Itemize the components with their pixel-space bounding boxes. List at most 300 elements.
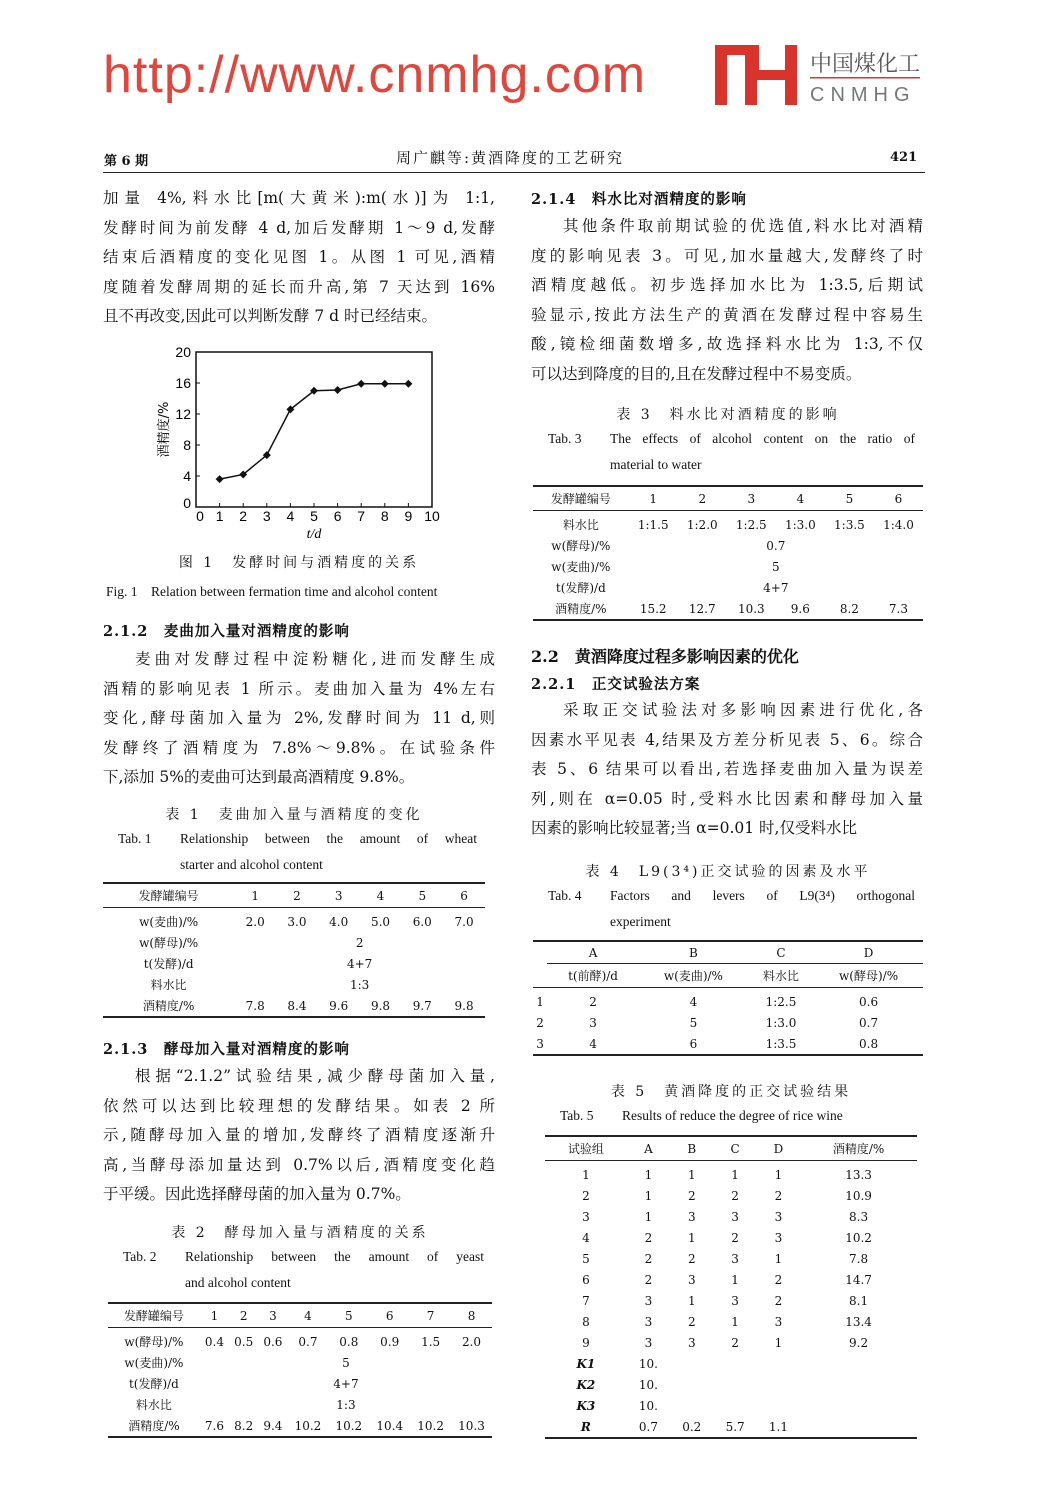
table-1-cell: 9.8 [454, 998, 474, 1013]
table-1-cell: 4.0 [329, 914, 349, 929]
table-5-cell [800, 1395, 917, 1416]
table-5-cell: 1 [731, 1272, 739, 1287]
table-5-cell: 3 [731, 1293, 739, 1308]
table-5-row [545, 1227, 917, 1248]
table-2-row [108, 1328, 492, 1353]
table-5-cell: 8.3 [849, 1209, 869, 1224]
table-5-cell: 3 [644, 1314, 653, 1329]
text-line: 加量 4%,料水比[m(大黄米):m(水)]为 1:1, [103, 189, 495, 207]
table-1-header-cell: 3 [318, 883, 360, 908]
table-1-cell: 9.6 [329, 998, 349, 1013]
data-point [381, 380, 389, 388]
table-5-cell: 1 [687, 1167, 696, 1182]
paragraph-2-2-1 [531, 696, 923, 844]
data-point [334, 386, 342, 394]
logo-text-cn: 中国煤化工 [810, 52, 921, 77]
table-1-cell: w(酵母)/% [139, 936, 199, 950]
table-4-cell: 1:3.0 [765, 1015, 797, 1030]
table-1-cell: 8.4 [287, 998, 307, 1013]
table-5-cell: 0.2 [682, 1419, 702, 1434]
table-1-cell: 9.7 [412, 998, 432, 1013]
table-5 [545, 1135, 917, 1439]
table-5-cell [670, 1374, 713, 1395]
table-1 [103, 882, 485, 1018]
x-tick-label: 10 [424, 508, 440, 524]
table-5-cell: 9.2 [849, 1335, 869, 1350]
y-tick-label: 12 [175, 406, 191, 422]
table-1-header-cell: 5 [401, 883, 443, 908]
table-4-cell: 1 [536, 994, 544, 1009]
table-1-label-en: Tab. 1 [118, 831, 152, 846]
table-5-cell: 1 [774, 1251, 783, 1266]
table-4-header-cell: w(麦曲)/% [639, 964, 748, 988]
table-1-cell: t(发酵)/d [143, 957, 194, 971]
x-tick-label: 4 [286, 508, 295, 524]
table-3-cell: 5 [772, 559, 780, 574]
table-3-cell: 1:1.5 [637, 517, 669, 532]
table-2-header-cell: 5 [328, 1303, 369, 1328]
table-2 [108, 1302, 492, 1438]
table-5-cell [800, 1374, 917, 1395]
table-5-cell: 2 [731, 1335, 739, 1350]
table-2-cell: 酒精度/% [128, 1419, 180, 1433]
table-5-cell: 3 [731, 1251, 739, 1266]
table-3-cell: 15.2 [639, 601, 667, 616]
table-5-row [545, 1395, 917, 1416]
data-point [404, 380, 412, 388]
table-4-group-cell: D [814, 941, 923, 964]
table-5-cell [713, 1374, 756, 1395]
table-5-row [545, 1206, 917, 1227]
table-2-cell: 9.4 [263, 1418, 283, 1433]
table-5-row [545, 1269, 917, 1290]
section-2-1-2-heading: 2.1.2 麦曲加入量对酒精度的影响 [103, 623, 350, 640]
table-3-label-en: Tab. 3 [548, 431, 582, 446]
table-4-cell: 0.8 [859, 1036, 879, 1051]
y-tick-label: 20 [175, 344, 191, 360]
text-line: 示,随酵母加入量的增加,发酵终了酒精度逐渐升 [103, 1126, 495, 1145]
text-line: 验显示,按此方法生产的黄酒在发酵过程中容易生 [531, 305, 923, 324]
section-2-1-4-heading: 2.1.4 料水比对酒精度的影响 [531, 191, 747, 208]
table-3-cell: t(发酵)/d [555, 581, 606, 595]
table-3-header-cell: 5 [825, 486, 874, 511]
table-5-label-en: Tab. 5 [560, 1108, 594, 1123]
text-line: 变化,酵母菌加入量为 2%,发酵时间为 11 d,则 [103, 709, 495, 728]
table-5-cell: 3 [644, 1335, 653, 1350]
table-3-cell: w(酵母)/% [551, 539, 611, 553]
table-2-cell: 10.2 [294, 1418, 322, 1433]
table-2-cell: 10.3 [458, 1418, 485, 1433]
table-2-header-cell: 发酵罐编号 [108, 1303, 200, 1328]
text-line: 依然可以达到比较理想的发酵结果。如表 2 所 [103, 1096, 495, 1115]
table-4-header-cell: 料水比 [748, 964, 814, 988]
figure-caption-en: Fig. 1 Relation between fermation time and alcohol content [106, 584, 438, 599]
table-2-cell: t(发酵)/d [128, 1377, 179, 1391]
table-3-header-cell: 3 [727, 486, 776, 511]
table-5-cell: 3 [774, 1230, 783, 1245]
table-3-header-row [533, 486, 923, 511]
table-1-row [103, 932, 485, 953]
table-2-cell: 料水比 [135, 1398, 172, 1412]
table-5-cell: 8.1 [849, 1293, 869, 1308]
table-5-cell [800, 1416, 917, 1438]
table-4-cell: 2 [589, 994, 597, 1009]
table-3-cell: 0.7 [766, 538, 786, 553]
table-3-cell: 12.7 [688, 601, 716, 616]
table-2-cell: 7.6 [204, 1418, 224, 1433]
text-line: 下,添加 5%的麦曲可达到最高酒精度 9.8%。 [103, 768, 415, 787]
table-5-cell [757, 1395, 800, 1416]
table-2-cell: 1.5 [421, 1334, 441, 1349]
table-2-cell: 8.2 [234, 1418, 254, 1433]
watermark-url: http://www.cnmhg.com [103, 46, 647, 104]
table-2-header-cell: 3 [258, 1303, 287, 1328]
x-axis-label: t/d [306, 527, 322, 542]
table-5-cell: 1 [644, 1188, 653, 1203]
paragraph-2-1-2 [103, 645, 495, 793]
table-3-cell: 1:2.5 [735, 517, 767, 532]
table-5-cell: 1 [582, 1167, 590, 1182]
table-2-cell: 10.2 [335, 1418, 363, 1433]
cnmhg-logo [715, 45, 930, 109]
table-3 [533, 485, 923, 621]
table-5-cell: 3 [687, 1272, 696, 1287]
table-5-cell: 3 [774, 1314, 783, 1329]
table-3-header-cell: 1 [629, 486, 678, 511]
table-5-cell: 5.7 [725, 1419, 745, 1434]
x-tick-label: 2 [239, 508, 248, 524]
x-tick-label: 9 [404, 508, 413, 524]
paragraph-2-1-4 [531, 212, 923, 390]
table-1-cell: 9.8 [370, 998, 391, 1013]
text-line: 酒精度越低。初步选择加水比为 1:3.5,后期试 [531, 276, 923, 295]
table-1-cell: 料水比 [150, 978, 187, 992]
table-2-cell: 0.8 [339, 1334, 359, 1349]
table-4-cell: 5 [689, 1015, 698, 1030]
table-3-cell: w(麦曲)/% [551, 560, 611, 574]
table-3-title-cn: 表 3 料水比对酒精度的影响 [616, 407, 840, 423]
table-5-cell [713, 1395, 756, 1416]
table-3-cell: 1:2.0 [686, 517, 718, 532]
table-5-header-cell: 试验组 [545, 1136, 627, 1161]
table-2-label-en: Tab. 2 [123, 1249, 157, 1264]
table-1-row [103, 974, 485, 995]
table-5-cell: 10. [638, 1398, 658, 1413]
table-3-header-cell: 发酵罐编号 [533, 486, 629, 511]
section-2-2-1-heading: 2.2.1 正交试验法方案 [531, 676, 701, 693]
table-5-row [545, 1161, 917, 1186]
table-3-cell: 10.3 [737, 601, 765, 616]
table-5-row [545, 1311, 917, 1332]
table-1-header-cell: 4 [360, 883, 402, 908]
table-3-row [533, 535, 923, 556]
text-line: 表 5、6 结果可以看出,若选择麦曲加入量为误差 [531, 760, 923, 779]
table-2-header-cell: 4 [288, 1303, 329, 1328]
table-3-cell: 酒精度/% [555, 602, 607, 616]
table-5-cell: 10. [638, 1377, 658, 1392]
table-2-cell: w(麦曲)/% [124, 1356, 184, 1370]
table-5-header-cell: B [670, 1136, 713, 1161]
table-2-row [108, 1352, 492, 1373]
table-5-cell: 14.7 [845, 1272, 872, 1287]
table-5-cell: 13.4 [845, 1314, 872, 1329]
table-5-cell: 1.1 [768, 1419, 789, 1434]
table-1-title-cn: 表 1 麦曲加入量与酒精度的变化 [165, 807, 423, 823]
page-number: 421 [890, 150, 918, 165]
x-tick-label: 7 [357, 508, 366, 524]
table-3-row [533, 556, 923, 577]
section-2-2-heading: 2.2 黄酒降度过程多影响因素的优化 [531, 647, 799, 666]
table-5-cell: 2 [731, 1230, 739, 1245]
table-5-row [545, 1290, 917, 1311]
table-5-cell: 1 [731, 1167, 739, 1182]
data-point [357, 380, 365, 388]
table-4-cell: 3 [536, 1036, 544, 1051]
table-4-cell: 3 [589, 1015, 597, 1030]
table-5-cell [800, 1353, 917, 1374]
issue-number: 第 6 期 [104, 154, 149, 169]
table-2-cell: 10.4 [376, 1418, 404, 1433]
paragraph-2-1-3 [103, 1062, 495, 1210]
table-5-title-en: Results of reduce the degree of rice wine [622, 1108, 843, 1123]
figure-1-chart [150, 335, 460, 545]
table-1-cell: 7.8 [245, 998, 265, 1013]
table-4-cell: 4 [689, 994, 698, 1009]
table-1-header-row [103, 883, 485, 908]
table-4-title-en: Factors and levers of L9(3⁴) orthogonal [610, 888, 915, 903]
table-3-cell: 4+7 [763, 580, 789, 595]
table-2-header-cell: 2 [229, 1303, 258, 1328]
data-point [216, 475, 224, 483]
table-2-header-cell: 7 [410, 1303, 451, 1328]
logo-text-en: CNMHG [810, 84, 916, 106]
table-5-row [545, 1248, 917, 1269]
table-5-cell: 4 [582, 1230, 590, 1245]
table-4-header-cell [533, 964, 547, 988]
figure-caption-cn: 图 1 发酵时间与酒精度的关系 [178, 555, 420, 571]
table-3-row [533, 598, 923, 620]
table-3-cell: 1:4.0 [883, 517, 914, 532]
running-title: 周广麒等:黄酒降度的工艺研究 [396, 149, 625, 167]
table-5-cell: 2 [731, 1188, 739, 1203]
table-4-cell: 0.7 [859, 1015, 879, 1030]
table-4-header-row [533, 964, 923, 988]
text-line: 酸,镜检细菌数增多,故选择料水比为 1:3,不仅 [531, 335, 923, 354]
table-1-cell: 酒精度/% [142, 999, 195, 1013]
table-5-header-cell: D [757, 1136, 800, 1161]
table-4-cell: 2 [536, 1015, 544, 1030]
table-1-header-cell: 发酵罐编号 [103, 883, 234, 908]
table-5-row [545, 1374, 917, 1395]
table-5-cell: R [580, 1419, 591, 1434]
table-4-row [533, 1033, 923, 1055]
table-2-cell: 0.5 [234, 1334, 254, 1349]
table-5-header-cell: A [627, 1136, 670, 1161]
section-2-1-3-heading: 2.1.3 酵母加入量对酒精度的影响 [103, 1041, 350, 1058]
text-line: 可以达到降度的目的,且在发酵过程中不易变质。 [531, 364, 862, 383]
table-4-header-cell: w(酵母)/% [814, 964, 923, 988]
x-tick-label: 3 [262, 508, 271, 524]
table-2-row [108, 1415, 492, 1437]
text-line: 列,则在 α=0.05 时,受料水比因素和酵母加入量 [531, 789, 923, 808]
table-5-cell: 2 [774, 1293, 783, 1308]
series-line [220, 384, 409, 479]
table-2-header-row [108, 1303, 492, 1328]
table-2-title-cn: 表 2 酵母加入量与酒精度的关系 [171, 1225, 429, 1241]
table-2-cell: 1:3 [336, 1397, 356, 1412]
table-4-group-cell: C [748, 941, 814, 964]
x-tick-label: 8 [380, 508, 389, 524]
table-2-header-cell: 1 [200, 1303, 229, 1328]
table-3-cell: 1:3.0 [784, 517, 816, 532]
text-line: 于平缓。因此选择酵母菌的加入量为 0.7%。 [103, 1185, 411, 1204]
table-2-cell: 0.7 [298, 1334, 318, 1349]
table-5-cell: 1 [687, 1230, 696, 1245]
table-5-cell: K3 [576, 1398, 596, 1413]
table-5-title-cn: 表 5 黄酒降度的正交试验结果 [610, 1084, 852, 1100]
table-5-cell: 10.9 [845, 1188, 872, 1203]
table-5-cell [757, 1374, 800, 1395]
table-4-group-cell: A [547, 941, 639, 964]
table-5-cell: 3 [644, 1293, 653, 1308]
text-line: 且不再改变,因此可以判断发酵 7 d 时已经结束。 [103, 307, 437, 326]
table-5-cell [670, 1353, 713, 1374]
table-5-cell: 2 [644, 1251, 653, 1266]
table-5-cell: 2 [644, 1230, 653, 1245]
table-5-cell: 1 [774, 1167, 783, 1182]
table-4-group-cell: B [639, 941, 748, 964]
text-line: 采取正交试验法对多影响因素进行优化,各 [563, 701, 923, 719]
table-2-header-cell: 8 [451, 1303, 492, 1328]
table-5-cell: 2 [774, 1272, 783, 1287]
table-4-cell: 4 [589, 1036, 597, 1051]
table-4-title-cn: 表 4 L9(3⁴)正交试验的因素及水平 [585, 864, 871, 880]
y-tick-label: 16 [175, 375, 191, 391]
table-5-cell: 2 [687, 1314, 696, 1329]
table-3-header-cell: 6 [874, 486, 923, 511]
table-5-cell [713, 1353, 756, 1374]
table-5-cell: 3 [731, 1209, 739, 1224]
table-5-cell: 3 [687, 1209, 696, 1224]
table-2-cell: 5 [342, 1355, 350, 1370]
table-2-cell: 0.4 [204, 1334, 224, 1349]
table-1-cell: 3.0 [287, 914, 307, 929]
y-tick-label: 8 [183, 437, 191, 453]
table-4-row [533, 1012, 923, 1033]
table-5-cell: 9 [582, 1335, 590, 1350]
table-2-title-en: Relationship between the amount of yeast [185, 1249, 484, 1264]
table-4-cell: 0.6 [859, 994, 879, 1009]
table-1-cell: 6.0 [412, 914, 432, 929]
table-5-cell: 6 [582, 1272, 590, 1287]
x-tick-label: 1 [215, 508, 224, 524]
table-5-row [545, 1353, 917, 1374]
table-5-cell: 1 [644, 1209, 653, 1224]
table-1-row [103, 953, 485, 974]
table-3-header-cell: 4 [776, 486, 825, 511]
table-5-cell: 1 [774, 1335, 783, 1350]
table-5-row [545, 1332, 917, 1353]
table-4-header-cell: t(前酵)/d [547, 964, 639, 988]
table-2-header-cell: 6 [369, 1303, 410, 1328]
text-line: 度的影响见表 3。可见,加水量越大,发酵终了时 [531, 246, 923, 265]
table-1-header-cell: 2 [276, 883, 318, 908]
table-2-cell: 4+7 [333, 1376, 359, 1391]
table-2-cell: 0.9 [380, 1334, 400, 1349]
table-3-row [533, 577, 923, 598]
table-5-row [545, 1416, 917, 1438]
table-5-cell: 3 [582, 1209, 590, 1224]
table-5-row [545, 1185, 917, 1206]
table-4-cell: 1:2.5 [765, 994, 797, 1009]
table-5-cell: 10. [638, 1356, 658, 1371]
table-1-row [103, 908, 485, 933]
table-5-cell: K1 [576, 1356, 596, 1371]
table-5-cell: 2 [687, 1251, 696, 1266]
table-2-cell: 2.0 [461, 1334, 482, 1349]
table-5-cell: 7 [582, 1293, 590, 1308]
table-4-label-en: Tab. 4 [548, 888, 582, 903]
text-line: 麦曲对发酵过程中淀粉糖化,进而发酵生成 [135, 650, 495, 668]
table-3-header-cell: 2 [678, 486, 727, 511]
table-3-cell: 7.3 [888, 601, 908, 616]
text-line: 因素的影响比较显著;当 α=0.01 时,仅受料水比 [531, 819, 857, 838]
table-2-row [108, 1373, 492, 1394]
table-3-cell: 料水比 [562, 518, 599, 532]
table-1-cell: w(麦曲)/% [139, 915, 199, 929]
x-tick-label: 6 [333, 508, 342, 524]
text-line: 高,当酵母添加量达到 0.7%以后,酒精度变化趋 [103, 1155, 495, 1174]
table-1-row [103, 995, 485, 1017]
table-1-cell: 1:3 [350, 977, 370, 992]
table-1-header-cell: 1 [234, 883, 276, 908]
table-5-cell: 1 [644, 1167, 653, 1182]
paragraph-intro [103, 184, 495, 332]
table-4-group-row [533, 941, 923, 964]
table-1-cell: 2.0 [245, 914, 265, 929]
table-4-cell: 1:3.5 [765, 1036, 797, 1051]
table-1-title-en: Relationship between the amount of wheat [180, 831, 477, 846]
table-5-cell: 13.3 [845, 1167, 872, 1182]
text-line: 发酵终了酒精度为 7.8%～9.8%。在试验条件 [103, 738, 495, 757]
text-line: 其他条件取前期试验的优选值,料水比对酒精 [563, 217, 923, 235]
text-line: 因素水平见表 4,结果及方差分析见表 5、6。综合 [531, 730, 923, 749]
y-tick-label: 0 [183, 495, 191, 511]
table-5-cell: 3 [687, 1335, 696, 1350]
table-4 [533, 940, 923, 1056]
table-1-header-cell: 6 [443, 883, 485, 908]
table-5-header-cell: C [713, 1136, 756, 1161]
table-5-cell [757, 1353, 800, 1374]
table-1-cell: 2 [355, 935, 364, 950]
table-1-title-en: starter and alcohol content [180, 857, 323, 872]
table-2-cell: 0.6 [263, 1334, 283, 1349]
plot-frame [196, 352, 432, 507]
table-2-cell: 10.2 [417, 1418, 444, 1433]
table-4-row [533, 988, 923, 1013]
table-3-row [533, 511, 923, 536]
table-5-cell: 2 [774, 1188, 783, 1203]
table-5-cell: 2 [644, 1272, 653, 1287]
table-2-title-en: and alcohol content [185, 1275, 291, 1290]
table-3-title-en: The effects of alcohol content on the ratio of [610, 431, 915, 446]
table-2-row [108, 1394, 492, 1415]
y-axis-label: 酒精度/% [157, 401, 172, 458]
x-tick-label: 0 [196, 508, 204, 524]
y-tick-label: 4 [183, 468, 191, 484]
text-line: 酒精的影响见表 1 所示。麦曲加入量为 4%左右 [103, 679, 495, 698]
table-5-cell: 1 [731, 1314, 739, 1329]
